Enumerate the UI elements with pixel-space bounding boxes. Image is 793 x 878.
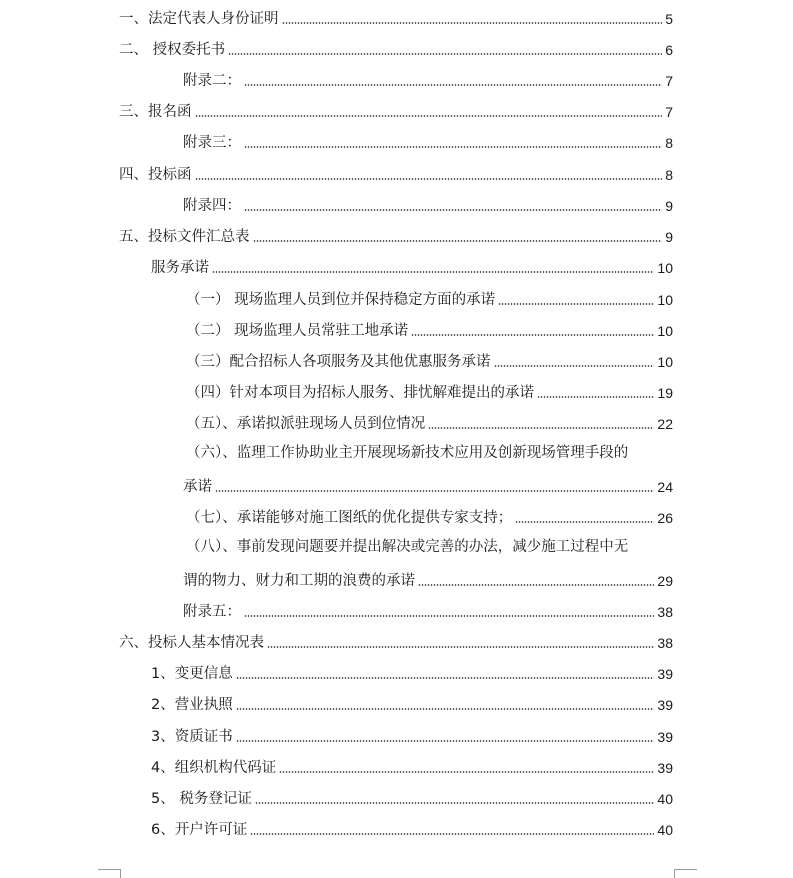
toc-entry-label: 五、投标文件汇总表 — [119, 229, 250, 245]
toc-entry-label: 附录三： — [183, 135, 241, 151]
toc-entry-page: 7 — [665, 104, 673, 120]
toc-entry-label: 三、报名函 — [119, 104, 192, 120]
dot-leader — [282, 22, 663, 24]
toc-entry[interactable] — [186, 285, 673, 309]
toc-entry[interactable] — [183, 472, 673, 496]
toc-entry-page: 9 — [665, 229, 673, 245]
dot-leader — [255, 802, 655, 804]
toc-entry-label: 谓的物力、财力和工期的浪费的承诺 — [183, 573, 415, 589]
dot-leader — [250, 833, 654, 835]
toc-entry-first-line[interactable] — [186, 444, 673, 462]
toc-entry-label: 承诺 — [183, 479, 212, 495]
toc-entry-label: 附录五： — [183, 604, 241, 620]
toc-entry-page: 8 — [665, 135, 673, 151]
toc-entry-page: 29 — [657, 573, 673, 589]
toc-entry-page: 10 — [657, 323, 673, 339]
toc-entry[interactable] — [186, 409, 673, 433]
toc-entry-page: 7 — [665, 73, 673, 89]
toc-entry[interactable] — [119, 222, 673, 246]
dot-leader — [537, 396, 654, 398]
toc-entry-label: （三）配合招标人各项服务及其他优惠服务承诺 — [186, 354, 491, 370]
toc-entry-page: 10 — [657, 354, 673, 370]
toc-entry-label: 1、变更信息 — [151, 666, 233, 682]
toc-entry[interactable] — [151, 722, 673, 746]
toc-entry[interactable] — [183, 66, 673, 90]
dot-leader — [411, 334, 654, 336]
toc-entry[interactable] — [151, 784, 673, 808]
toc-entry[interactable] — [119, 4, 673, 28]
toc-entry-label: 4、组织机构代码证 — [151, 760, 277, 776]
toc-entry-page: 19 — [657, 385, 673, 401]
dot-leader — [253, 240, 663, 242]
toc-entry-page: 38 — [657, 604, 673, 620]
toc-entry-page: 40 — [657, 791, 673, 807]
toc-entry[interactable] — [186, 503, 673, 527]
toc-entry[interactable] — [183, 191, 673, 215]
dot-leader — [498, 303, 654, 305]
toc-entry[interactable] — [183, 128, 673, 152]
toc-entry[interactable] — [119, 97, 673, 121]
toc-entry-label: （四）针对本项目为招标人服务、排忧解难提出的承诺 — [186, 385, 534, 401]
toc-entry[interactable] — [119, 35, 673, 59]
toc-entry-page: 40 — [657, 822, 673, 838]
dot-leader — [244, 84, 662, 86]
toc-entry-label: （七）、承诺能够对施工图纸的优化提供专家支持； — [186, 510, 513, 526]
dot-leader — [236, 708, 655, 710]
toc-entry-label: 2、营业执照 — [151, 697, 233, 713]
toc-entry[interactable] — [151, 753, 673, 777]
dot-leader — [267, 646, 654, 648]
dot-leader — [244, 615, 654, 617]
toc-entry-page: 39 — [657, 666, 673, 682]
toc-entry-label: （八）、事前发现问题要并提出解决或完善的办法，减少施工过程中无 — [186, 539, 629, 555]
dot-leader — [428, 427, 654, 429]
toc-entry-page: 8 — [665, 167, 673, 183]
dot-leader — [236, 677, 655, 679]
toc-entry[interactable] — [183, 597, 673, 621]
toc-entry-label: 六、投标人基本情况表 — [119, 635, 264, 651]
dot-leader — [195, 115, 663, 117]
toc-entry[interactable] — [186, 347, 673, 371]
toc-entry-label: 3、资质证书 — [151, 729, 233, 745]
toc-entry-page: 39 — [657, 729, 673, 745]
toc-entry-label: 四、投标函 — [119, 167, 192, 183]
dot-leader — [494, 365, 655, 367]
toc-entry[interactable] — [119, 160, 673, 184]
toc-entry[interactable] — [186, 316, 673, 340]
toc-entry-label: （六）、监理工作协助业主开展现场新技术应用及创新现场管理手段的 — [186, 445, 629, 461]
toc-entry[interactable] — [151, 659, 673, 683]
dot-leader — [236, 740, 655, 742]
toc-entry[interactable] — [119, 628, 673, 652]
toc-entry-page: 6 — [665, 42, 673, 58]
toc-entry[interactable] — [151, 253, 673, 277]
toc-entry-label: 一、法定代表人身份证明 — [119, 11, 279, 27]
dot-leader — [195, 178, 663, 180]
toc-entry-label: 附录二： — [183, 73, 241, 89]
toc-entry-page: 10 — [657, 260, 673, 276]
toc-entry-label: 二、 授权委托书 — [119, 42, 226, 58]
toc-entry[interactable] — [186, 378, 673, 402]
toc-entry-label: 5、 税务登记证 — [151, 791, 252, 807]
toc-entry-page: 24 — [657, 479, 673, 495]
toc-entry-label: 服务承诺 — [151, 260, 209, 276]
dot-leader — [215, 490, 654, 492]
toc-entry-label: 附录四： — [183, 198, 241, 214]
toc-entry-first-line[interactable] — [186, 538, 673, 556]
toc-entry-label: （一） 现场监理人员到位并保持稳定方面的承诺 — [186, 292, 496, 308]
dot-leader — [244, 209, 662, 211]
dot-leader — [279, 771, 654, 773]
toc-entry[interactable] — [151, 815, 673, 839]
toc-entry-page: 22 — [657, 416, 673, 432]
toc-entry-page: 26 — [657, 510, 673, 526]
dot-leader — [228, 53, 662, 55]
toc-entry-label: （二） 现场监理人员常驻工地承诺 — [186, 323, 409, 339]
toc-entry-page: 5 — [665, 11, 673, 27]
toc-entry-label: （五）、承诺拟派驻现场人员到位情况 — [186, 416, 426, 432]
dot-leader — [418, 584, 654, 586]
toc-entry[interactable] — [151, 690, 673, 714]
toc-entry-page: 38 — [657, 635, 673, 651]
toc-entry-label: 6、开户许可证 — [151, 822, 248, 838]
toc-entry-page: 39 — [657, 697, 673, 713]
dot-leader — [244, 146, 662, 148]
toc-entry[interactable] — [183, 566, 673, 590]
dot-leader — [212, 271, 654, 273]
toc-entry-page: 10 — [657, 292, 673, 308]
toc-entry-page: 9 — [665, 198, 673, 214]
toc-entry-page: 39 — [657, 760, 673, 776]
dot-leader — [515, 521, 654, 523]
